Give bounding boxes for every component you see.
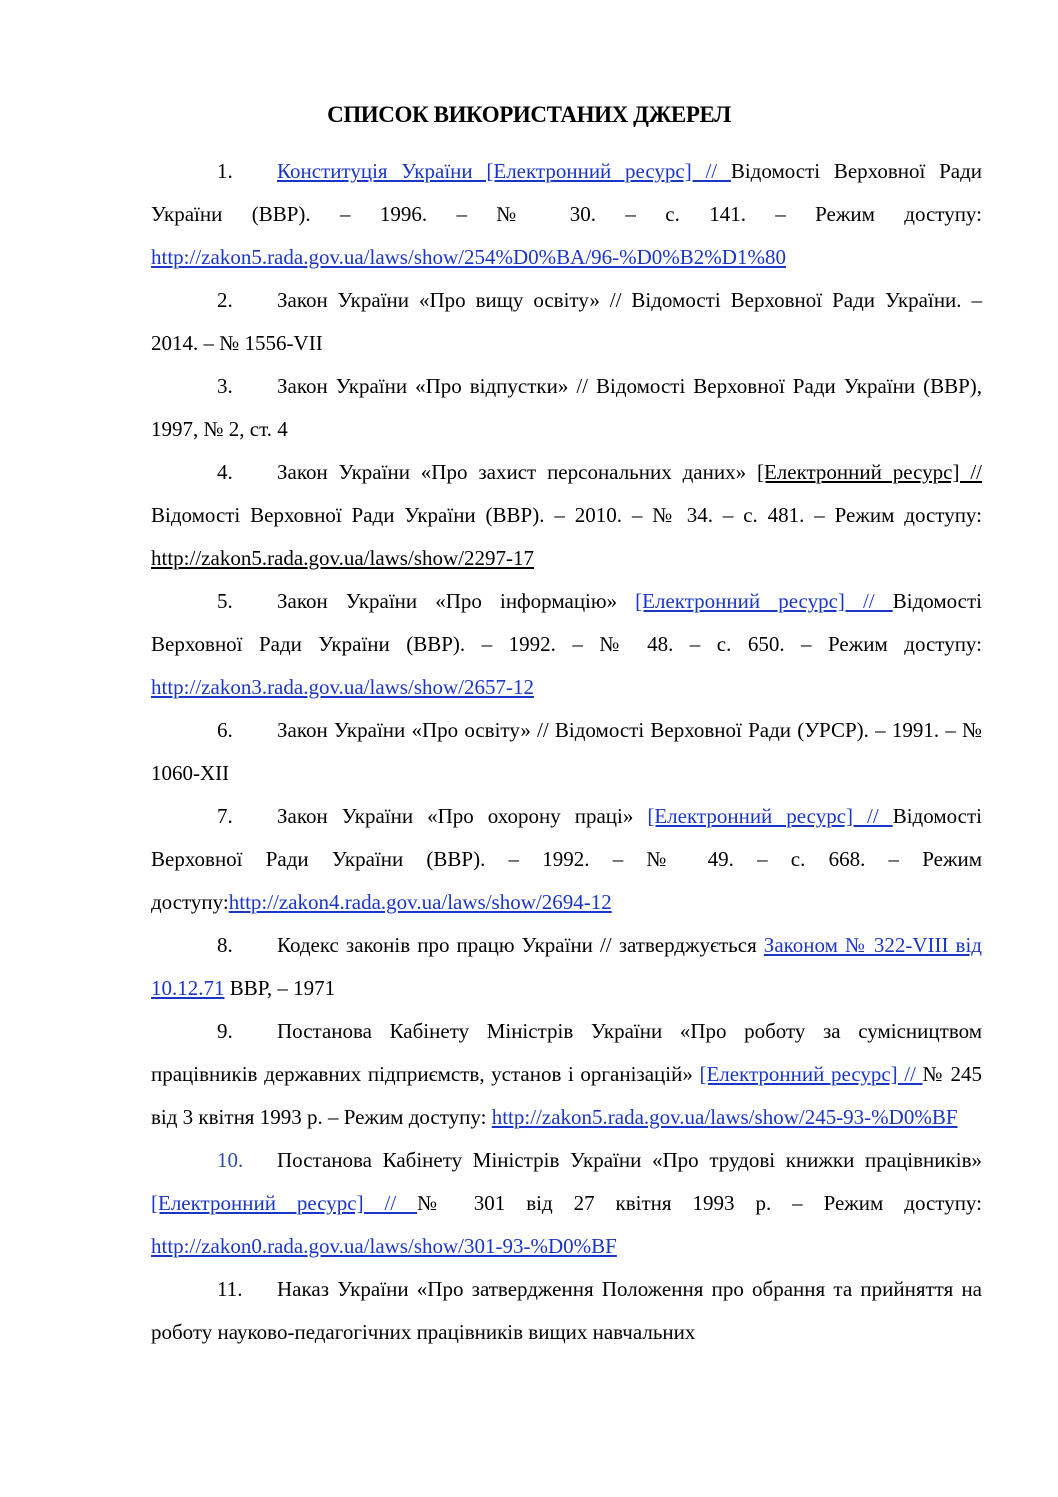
- reference-url[interactable]: http://zakon5.rada.gov.ua/laws/show/245-93-%D0%BF: [491, 1105, 958, 1129]
- reference-text: ВВР, – 1971: [224, 976, 336, 1000]
- reference-item: [151, 1010, 982, 1139]
- reference-number: 4.: [217, 460, 233, 484]
- reference-link[interactable]: Законом № 322-VIII від 10.12.71: [151, 933, 982, 1000]
- reference-url[interactable]: http://zakon4.rada.gov.ua/laws/show/2694-12: [228, 890, 612, 914]
- reference-text: Закон України «Про вищу освіту» // Відомості Верховної Ради України. –2014. – № 1556-VII: [151, 288, 982, 355]
- reference-item: [151, 279, 982, 365]
- reference-item: [151, 924, 982, 1010]
- reference-link[interactable]: [Електронний ресурс] //: [635, 589, 893, 613]
- reference-number: 3.: [217, 374, 233, 398]
- reference-text: Відомості Верховної Ради України (ВВР). – 1992. – № 49. – с. 668. – Режим доступу:: [151, 804, 982, 914]
- reference-item: [151, 365, 982, 451]
- reference-url[interactable]: http://zakon5.rada.gov.ua/laws/show/2297-17: [151, 546, 534, 570]
- reference-item: [151, 795, 982, 924]
- reference-number: 2.: [217, 288, 233, 312]
- reference-text: Закон України «Про відпустки» // Відомості Верховної Ради України (ВВР), 1997, № 2, ст. 4: [151, 374, 982, 441]
- reference-text: Закон України «Про захист персональних даних»: [277, 460, 757, 484]
- reference-item: [151, 150, 982, 279]
- reference-number: 11.: [217, 1277, 243, 1301]
- reference-url[interactable]: http://zakon3.rada.gov.ua/laws/show/2657-12: [151, 675, 534, 699]
- reference-url[interactable]: http://zakon0.rada.gov.ua/laws/show/301-93-%D0%BF: [151, 1234, 617, 1258]
- reference-text: Відомості Верховної Ради України (ВВР). – 2010. – № 34. – с. 481. – Режим доступу:: [151, 503, 982, 527]
- reference-text: № 301 від 27 квітня 1993 р. – Режим доступу:: [417, 1191, 982, 1215]
- reference-text: Відомості Верховної Ради України (ВВР). – 1996. – № 30. – с. 141. – Режим доступу:: [151, 159, 982, 226]
- reference-item: [151, 580, 982, 709]
- reference-number: 8.: [217, 933, 233, 957]
- page-title: СПИСОК ВИКОРИСТАНИХ ДЖЕРЕЛ: [327, 102, 731, 127]
- reference-text: Закон України «Про інформацію»: [277, 589, 636, 613]
- reference-number: 7.: [217, 804, 233, 828]
- reference-number: 6.: [217, 718, 233, 742]
- reference-text: Наказ України «Про затвердження Положення про обрання та прийняття на роботу науково-педагогічних працівників вищих навчальних: [151, 1277, 982, 1344]
- reference-text: Постанова Кабінету Міністрів України «Про роботу за сумісництвом працівників державних підприємств, установ і організацій»: [151, 1019, 982, 1086]
- reference-item: [151, 451, 982, 580]
- reference-url[interactable]: http://zakon5.rada.gov.ua/laws/show/254%D0%BA/96-%D0%B2%D1%80: [151, 245, 786, 269]
- reference-text: № 245 від 3 квітня 1993 р. – Режим доступу:: [151, 1062, 982, 1129]
- reference-item: [151, 1268, 982, 1354]
- reference-item: [151, 709, 982, 795]
- reference-link[interactable]: Конституція України [Електронний ресурс] //: [277, 159, 731, 183]
- references-list: [151, 150, 982, 1354]
- reference-link[interactable]: [Електронний ресурс] //: [756, 460, 982, 484]
- reference-link[interactable]: [Електронний ресурс] //: [151, 1191, 418, 1215]
- reference-number: 10.: [217, 1148, 244, 1172]
- reference-item: [151, 1139, 982, 1268]
- reference-number: 1.: [217, 159, 233, 183]
- reference-link[interactable]: [Електронний ресурс] //: [647, 804, 893, 828]
- reference-text: Закон України «Про охорону праці»: [277, 804, 648, 828]
- reference-text: Закон України «Про освіту» // Відомості Верховної Ради (УРСР). – 1991. – № 1060-XII: [151, 718, 982, 785]
- reference-text: Відомості Верховної Ради України (ВВР). – 1992. – № 48. – с. 650. – Режим доступу:: [151, 589, 983, 656]
- reference-text: Кодекс законів про працю України // затверджується: [277, 933, 764, 957]
- reference-link[interactable]: [Електронний ресурс] //: [699, 1062, 923, 1086]
- reference-number: 5.: [217, 589, 233, 613]
- reference-text: Постанова Кабінету Міністрів України «Про трудові книжки працівників»: [277, 1148, 982, 1172]
- reference-number: 9.: [217, 1019, 233, 1043]
